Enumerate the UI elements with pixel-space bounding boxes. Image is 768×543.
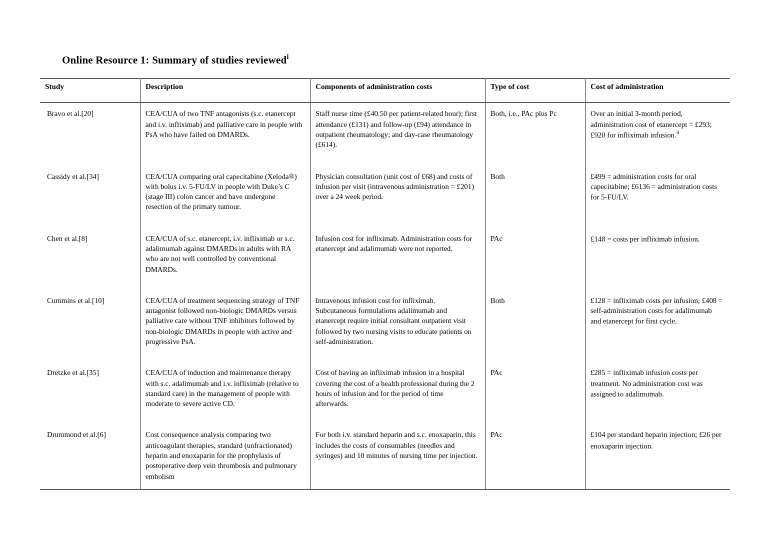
- cell-type-of-cost: Both: [485, 290, 585, 347]
- cell-type-of-cost: Both: [485, 166, 585, 213]
- table-row: [40, 424, 730, 489]
- cell-components: Intravenous infusion cost for infliximab. Subcutaneous formulations adalimumab and etanercept require initial consultant outpatient visit followed by two nursing visits to educate patients on self-administration.: [310, 290, 485, 347]
- cell-type-of-cost: Both, i.e., PAc plus Pc: [485, 103, 585, 151]
- spacer-cell: [140, 151, 310, 166]
- cell-cost-of-administration: [585, 228, 730, 275]
- cell-cost-of-administration: [585, 103, 730, 151]
- table-row: [40, 103, 730, 151]
- column-header-cost-of-administration: Cost of administration: [585, 79, 730, 103]
- spacer-cell: [40, 213, 140, 228]
- column-header-components: Components of administration costs: [310, 79, 485, 103]
- spacer-cell: [310, 213, 485, 228]
- spacer-cell: [485, 275, 585, 290]
- table-row: [40, 362, 730, 409]
- cell-components: Cost of having an infliximab infusion in a hospital covering the cost of a health professional during the 2 hours of infusion and for the period of time afterwards.: [310, 362, 485, 409]
- cell-components: Staff nurse time (£40.50 per patient-related hour); first attendance (£131) and follow-up (£94) attendance in outpatient rheumatology; and day-case rheumatology (£614).: [310, 103, 485, 151]
- page-title-text: Online Resource 1: Summary of studies reviewed: [62, 55, 287, 67]
- cell-components: Physician consultation (unit cost of £68) and costs of infusion per visit (intravenous administration = £201) over a 24 week period.: [310, 166, 485, 213]
- table-header: [40, 79, 730, 103]
- spacer-cell: [140, 409, 310, 424]
- cell-type-of-cost: PAc: [485, 362, 585, 409]
- cell-type-of-cost: PAc: [485, 228, 585, 275]
- cell-cost-text: £499 = administration costs for oral capecitabine; £6136 = administration costs for 5-FU/LV.: [590, 171, 717, 202]
- spacer-cell: [485, 409, 585, 424]
- cell-description: CEA/CUA of treatment sequencing strategy of TNF antagonist followed non-biologic DMARDs versus palliative care without TNF inhibitors followed by non-biologic DMARDs in people with active and progressive PsA.: [140, 290, 310, 347]
- spacer-cell: [310, 275, 485, 290]
- row-spacer: [40, 347, 730, 362]
- cell-cost-of-administration: [585, 424, 730, 489]
- spacer-cell: [485, 213, 585, 228]
- spacer-cell: [40, 347, 140, 362]
- cell-components: Infusion cost for infliximab. Administration costs for etanercept and adalimumab were not reported.: [310, 228, 485, 275]
- spacer-cell: [585, 151, 730, 166]
- cell-cost-superscript: ii: [676, 130, 680, 137]
- row-spacer: [40, 275, 730, 290]
- column-header-type-of-cost: Type of cost: [485, 79, 585, 103]
- spacer-cell: [310, 409, 485, 424]
- page-title: [62, 53, 289, 67]
- cell-components: For both i.v. standard heparin and s.c. enoxaparin, this includes the costs of consumables (needles and syringes) and 10 minutes of nursing time per injection.: [310, 424, 485, 489]
- summary-table: [40, 78, 730, 490]
- table-body: [40, 103, 730, 489]
- cell-cost-text: Over an initial 3-month period, administration cost of etanercept = £293; £920 for infliximab infusion.: [590, 109, 712, 140]
- cell-description: CEA/CUA of two TNF antagonists (s.c. etanercept and i.v. infliximab) and palliative care in people with PsA who have failed on DMARDs.: [140, 103, 310, 151]
- cell-cost-text: £104 per standard heparin injection; £26 per enoxaparin injection.: [590, 430, 722, 451]
- cell-description: CEA/CUA of s.c. etanercept, i.v. infliximab or s.c. adalimumab against DMARDs in adults with RA who are not well controlled by conventional DMARDs.: [140, 228, 310, 275]
- cell-cost-of-administration: [585, 166, 730, 213]
- cell-cost-of-administration: [585, 362, 730, 409]
- cell-description: Cost consequence analysis comparing two anticoagulant therapies, standard (unfractionated) heparin and enoxaparin for the prophylaxis of postoperative deep vein thrombosis and pulmonary embolism: [140, 424, 310, 489]
- spacer-cell: [485, 347, 585, 362]
- spacer-cell: [585, 409, 730, 424]
- cell-study: Chen et al.[8]: [40, 228, 140, 275]
- cell-description: CEA/CUA comparing oral capecitabine (Xeloda®) with bolus i.v. 5-FU/LV in people with Duke’s C (stage III) colon cancer and have undergone resection of the primary tumour.: [140, 166, 310, 213]
- spacer-cell: [485, 151, 585, 166]
- spacer-cell: [40, 275, 140, 290]
- row-spacer: [40, 213, 730, 228]
- table-header-row: [40, 79, 730, 103]
- spacer-cell: [140, 213, 310, 228]
- spacer-cell: [310, 347, 485, 362]
- cell-study: Bravo et al.[20]: [40, 103, 140, 151]
- cell-study: Cummins et al.[10]: [40, 290, 140, 347]
- table-row: [40, 166, 730, 213]
- spacer-cell: [40, 409, 140, 424]
- cell-cost-text: £285 = infliximab infusion costs per treatment. No administration cost was assigned to adalimumab.: [590, 368, 703, 399]
- row-spacer: [40, 409, 730, 424]
- spacer-cell: [140, 347, 310, 362]
- spacer-cell: [585, 213, 730, 228]
- cell-cost-of-administration: [585, 290, 730, 347]
- cell-study: Drummond et al.[6]: [40, 424, 140, 489]
- table-row: [40, 228, 730, 275]
- cell-cost-text: £148 = costs per infliximab infusion.: [590, 234, 700, 244]
- table-row: [40, 290, 730, 347]
- cell-type-of-cost: PAc: [485, 424, 585, 489]
- spacer-cell: [40, 151, 140, 166]
- spacer-cell: [585, 347, 730, 362]
- cell-cost-text: £128 = infliximab costs per infusion; £408 = self-administration costs for adalimumab and etanercept for first cycle.: [590, 295, 723, 326]
- row-spacer: [40, 151, 730, 166]
- page-title-superscript: i: [286, 53, 289, 61]
- summary-table-container: [40, 78, 730, 490]
- spacer-cell: [140, 275, 310, 290]
- spacer-cell: [585, 275, 730, 290]
- cell-study: Cassidy et al.[34]: [40, 166, 140, 213]
- spacer-cell: [310, 151, 485, 166]
- cell-description: CEA/CUA of induction and maintenance therapy with s.c. adalimumab and i.v. infliximab (relative to standard care) in the management of people with moderate to severe active CD.: [140, 362, 310, 409]
- cell-study: Dretzke et al.[35]: [40, 362, 140, 409]
- column-header-study: Study: [40, 79, 140, 103]
- column-header-description: Description: [140, 79, 310, 103]
